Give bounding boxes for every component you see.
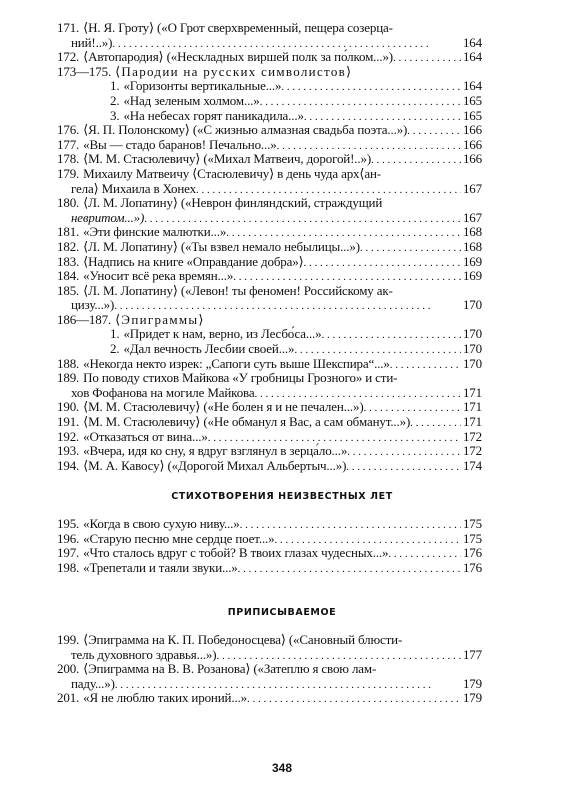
entry-title: «Над зеленым холмом...» <box>123 92 260 108</box>
entry-title: «На небесах горят паникадила...» <box>123 107 304 123</box>
entry-title: По поводу стихов Майкова «У гробницы Грозного» и сти- <box>83 370 398 386</box>
entry-number: 193. <box>57 443 80 459</box>
entry-title: ⟨Надпись на книге «Оправдание добра»⟩ <box>83 253 304 269</box>
entry-title: гела⟩ Михаила в Хонех <box>71 180 196 196</box>
toc-line <box>57 269 482 284</box>
toc-line <box>57 633 482 648</box>
page-ref: 165 <box>462 92 482 108</box>
entry-title: ⟨Н. Я. Гроту⟩ («О Грот сверхвременный, пещера созерца- <box>83 20 393 35</box>
page-ref: 168 <box>462 224 482 240</box>
toc-line <box>57 152 482 167</box>
dot-leader <box>247 692 461 707</box>
entry-title: ⟨Л. М. Лопатину⟩ («Левон! ты феномен! Российскому ак- <box>83 282 393 298</box>
toc-line <box>57 313 482 328</box>
dot-leader <box>388 547 461 562</box>
entry-number: 195. <box>57 516 80 531</box>
toc-line <box>57 182 482 197</box>
page-ref: 170 <box>462 341 482 357</box>
entry-title: ⟨Эпиграммы⟩ <box>115 311 205 327</box>
dot-leader <box>281 80 461 95</box>
entry-title: «Дал вечность Лесбии своей...» <box>123 341 295 357</box>
entry-number: 184. <box>57 268 80 284</box>
toc-line <box>57 225 482 240</box>
toc-line <box>57 255 482 270</box>
entry-number: 190. <box>57 399 80 415</box>
entry-title: ний!..») <box>71 34 113 50</box>
toc-line <box>57 21 482 36</box>
entry-number: 186—187. <box>57 311 112 327</box>
dot-leader <box>304 256 461 271</box>
page-ref: 169 <box>462 268 482 284</box>
entry-title: «Вы — стадо баранов! Печально...» <box>83 136 277 152</box>
toc-line <box>57 50 482 65</box>
page-ref: 164 <box>462 49 482 65</box>
page-ref: 164 <box>462 34 482 50</box>
entry-number: 171. <box>57 20 80 35</box>
dot-leader <box>407 124 461 139</box>
entry-number: 2. <box>110 341 120 357</box>
page-ref: 166 <box>462 122 482 138</box>
page-ref: 172 <box>462 443 482 459</box>
toc-line <box>57 371 482 386</box>
page-ref: 166 <box>462 151 482 167</box>
dot-leader <box>346 460 461 475</box>
entry-title: «Старую песню мне сердце поет...» <box>83 530 275 546</box>
page-ref: 166 <box>462 136 482 152</box>
toc-line <box>57 240 482 255</box>
dot-leader <box>238 562 461 577</box>
toc-line <box>57 196 482 211</box>
entry-number: 197. <box>57 545 80 561</box>
entry-number: 194. <box>57 457 80 473</box>
page-ref: 168 <box>462 238 482 254</box>
entry-number: 196. <box>57 530 80 546</box>
toc-main-list <box>57 21 482 473</box>
entry-number: 183. <box>57 253 80 269</box>
entry-title: «Трепетали и таяли звуки...» <box>83 559 238 575</box>
toc-line <box>57 662 482 677</box>
page-ref: 167 <box>462 209 482 225</box>
toc-line <box>57 517 482 532</box>
toc-line <box>57 211 482 226</box>
entry-title: «Горизонты вертикальные...» <box>123 78 282 94</box>
entry-title: паду...») <box>71 675 115 691</box>
page-ref: 177 <box>462 646 482 662</box>
entry-title: ⟨Л. М. Лопатину⟩ («Ты взвел немало небылицы...») <box>83 238 360 254</box>
entry-number: 1. <box>110 326 120 342</box>
entry-title: ⟨Эпиграмма на К. П. Победоносцева⟩ («Сановный блюсти- <box>83 632 403 647</box>
entry-title: ⟨М. А. Кавосу⟩ («Дорогой Михал Альбертыч...») <box>83 457 347 473</box>
entry-title: «Уносит всё река времян...» <box>83 268 234 284</box>
toc-line <box>57 298 482 313</box>
entry-number: 180. <box>57 195 80 211</box>
toc-line <box>57 459 482 474</box>
entry-title: ⟨М. М. Стасюлевичу⟩ («Михал Матвеич, дорогой!..») <box>83 151 372 167</box>
entry-title: ⟨Я. П. Полонскому⟩ («С жизнью алмазная свадьба поэта...») <box>83 122 408 138</box>
page-ref: 179 <box>462 690 482 706</box>
page-ref: 164 <box>462 78 482 94</box>
entry-title: «Что сталось вдруг с тобой? В твоих глазах чудесных...» <box>83 545 389 561</box>
dot-leader <box>371 153 461 168</box>
page-ref: 169 <box>462 253 482 269</box>
toc-line <box>57 677 482 692</box>
page-ref: 172 <box>462 428 482 444</box>
toc-line <box>57 691 482 706</box>
page-ref: 171 <box>462 384 482 400</box>
dot-leader <box>322 328 461 343</box>
toc-line <box>57 284 482 299</box>
page-ref: 170 <box>462 355 482 371</box>
entry-title: тель духовного здравья...») <box>71 646 217 662</box>
entry-title: ⟨Л. М. Лопатину⟩ («Неврон финляндский, страждущий <box>83 195 383 211</box>
entry-title: «Когда в свою сухую ниву...» <box>83 516 240 531</box>
toc-line <box>57 561 482 576</box>
page-ref: 171 <box>462 414 482 430</box>
section-heading: ПРИПИСЫВАЕМОЕ <box>227 607 337 618</box>
entry-title: «Отказаться от вина...» <box>83 428 208 444</box>
entry-number: 2. <box>110 92 120 108</box>
toc-line <box>57 79 482 94</box>
toc-line <box>57 415 482 430</box>
entry-number: 182. <box>57 238 80 254</box>
dot-leader <box>390 358 461 373</box>
page-ref: 176 <box>462 559 482 575</box>
page-ref: 170 <box>462 326 482 342</box>
entry-number: 177. <box>57 136 80 152</box>
entry-title: «Придет к нам, верно, из Лесбо́са...» <box>123 326 322 342</box>
entry-number: 176. <box>57 122 80 138</box>
page-ref: 167 <box>462 180 482 196</box>
toc-line <box>57 94 482 109</box>
entry-title: ⟨Пародии на русских символистов⟩ <box>115 63 353 79</box>
entry-number: 172. <box>57 49 80 65</box>
entry-title: ⟨Эпиграмма на В. В. Розанова⟩ («Затеплю я свою лам- <box>83 661 377 677</box>
toc-line <box>57 430 482 445</box>
entry-number: 189. <box>57 370 80 386</box>
entry-title: Михаилу Матвеичу ⟨Стасюлевичу⟩ в день чуда арх⟨ан- <box>83 165 381 181</box>
dot-leader <box>360 241 461 256</box>
section-heading: СТИХОТВОРЕНИЯ НЕИЗВЕСТНЫХ ЛЕТ <box>171 491 393 502</box>
toc-line <box>57 386 482 401</box>
toc-line <box>57 342 482 357</box>
toc-line <box>57 546 482 561</box>
page-ref: 175 <box>462 530 482 546</box>
dot-leader <box>347 445 461 460</box>
entry-title: «Я не люблю таких ироний...» <box>83 690 248 706</box>
entry-number: 201. <box>57 690 80 706</box>
page-number: 348 <box>271 761 293 775</box>
toc-line <box>57 36 482 51</box>
entry-number: 173—175. <box>57 63 112 79</box>
entry-number: 1. <box>110 78 120 94</box>
entry-number: 199. <box>57 632 80 647</box>
entry-number: 200. <box>57 661 80 677</box>
entry-number: 179. <box>57 165 80 181</box>
entry-number: 191. <box>57 414 80 430</box>
toc-line <box>57 65 482 80</box>
page-ref: 171 <box>462 399 482 415</box>
page-ref: 165 <box>462 107 482 123</box>
page-ref: 179 <box>462 675 482 691</box>
toc-section-attributed <box>57 633 482 706</box>
toc-line <box>57 123 482 138</box>
entry-number: 181. <box>57 224 80 240</box>
entry-number: 198. <box>57 559 80 575</box>
page-ref: 174 <box>462 457 482 473</box>
entry-title: «Эти финские малютки...» <box>83 224 227 240</box>
entry-title: хов Фофанова на могиле Майкова <box>71 384 255 400</box>
toc-line <box>57 109 482 124</box>
entry-title: ⟨М. М. Стасюлевичу⟩ («Не болен я и не печален...») <box>83 399 364 415</box>
entry-title: ⟨Автопародия⟩ («Нескладных виршей полк за по́лком...») <box>83 49 393 65</box>
entry-number: 3. <box>110 107 120 123</box>
entry-number: 178. <box>57 151 80 167</box>
entry-number: 185. <box>57 282 80 298</box>
toc-line <box>57 357 482 372</box>
toc-line <box>57 327 482 342</box>
entry-number: 192. <box>57 428 80 444</box>
toc-section-unknown-years <box>57 517 482 575</box>
dot-leader <box>393 51 461 66</box>
entry-title: невритом...») <box>71 209 145 225</box>
toc-line <box>57 444 482 459</box>
toc-line <box>57 138 482 153</box>
entry-number: 188. <box>57 355 80 371</box>
toc-line <box>57 648 482 663</box>
page-ref: 175 <box>462 516 482 531</box>
toc-line <box>57 167 482 182</box>
entry-title: цизу...») <box>71 297 115 313</box>
toc-line <box>57 400 482 415</box>
entry-title: ⟨М. М. Стасюлевичу⟩ («Не обманул я Вас, а сам обманут...») <box>83 414 411 430</box>
entry-title: «Вчера, идя ко сну, я вдруг взглянул в зерца́ло...» <box>83 443 348 459</box>
toc-line <box>57 532 482 547</box>
entry-title: «Некогда некто изрек: „Сапоги суть выше Шекспира“...» <box>83 355 390 371</box>
page-ref: 176 <box>462 545 482 561</box>
dot-leader <box>410 416 461 431</box>
page-ref: 170 <box>462 297 482 313</box>
